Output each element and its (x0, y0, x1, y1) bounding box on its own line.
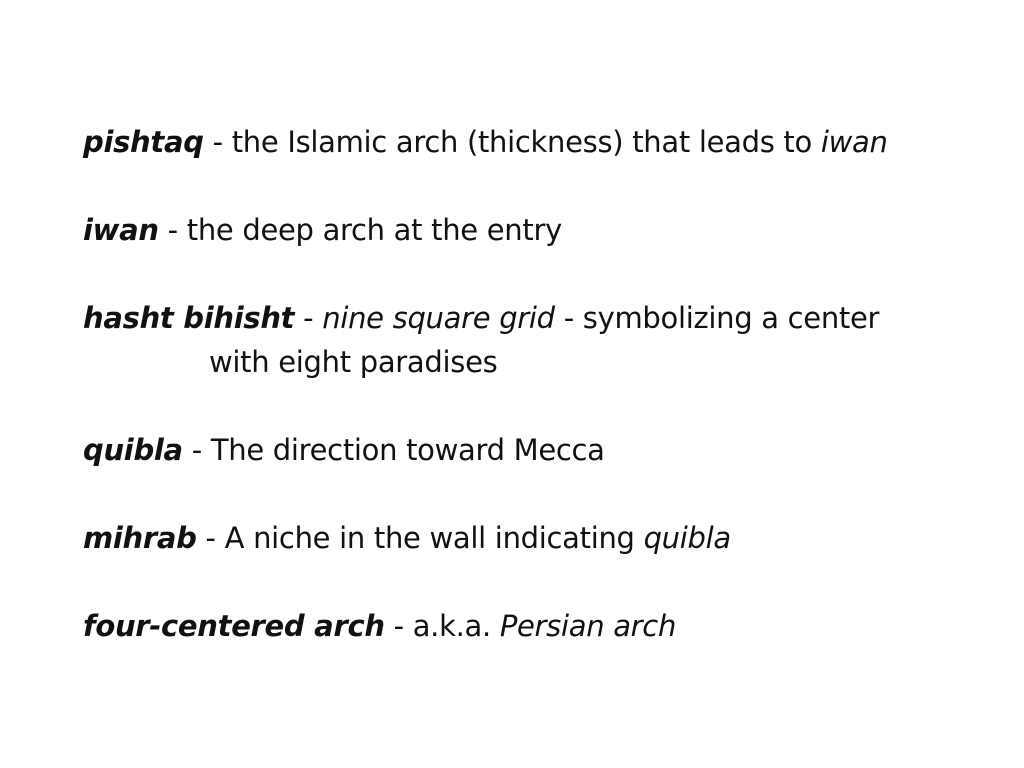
definition-quibla (83, 428, 983, 472)
definition-hasht-bihisht (83, 296, 983, 384)
definition-continuation: with eight paradises (209, 345, 498, 379)
definition-pishtaq (83, 120, 983, 164)
italic-reference: Persian arch (499, 609, 677, 643)
italic-reference: nine square grid (322, 301, 555, 335)
definition-text: - a.k.a. (384, 609, 500, 643)
definition-text: - the Islamic arch (thickness) that leads to (203, 125, 821, 159)
definition-text-continued: - symbolizing a center (554, 301, 880, 335)
definition-text: - the deep arch at the entry (158, 213, 562, 247)
term: quibla (83, 433, 183, 467)
term: hasht bihisht (83, 301, 295, 335)
definition-four-centered-arch (83, 604, 983, 648)
definition-iwan (83, 208, 983, 252)
term: pishtaq (83, 125, 204, 159)
definition-text: - A niche in the wall indicating (196, 521, 644, 555)
term: four-centered arch (83, 609, 385, 643)
italic-reference: iwan (820, 125, 888, 159)
term: mihrab (83, 521, 197, 555)
definition-text: - (294, 301, 323, 335)
italic-reference: quibla (643, 521, 731, 555)
term: iwan (83, 213, 159, 247)
definition-mihrab (83, 516, 983, 560)
definition-text: - The direction toward Mecca (182, 433, 605, 467)
